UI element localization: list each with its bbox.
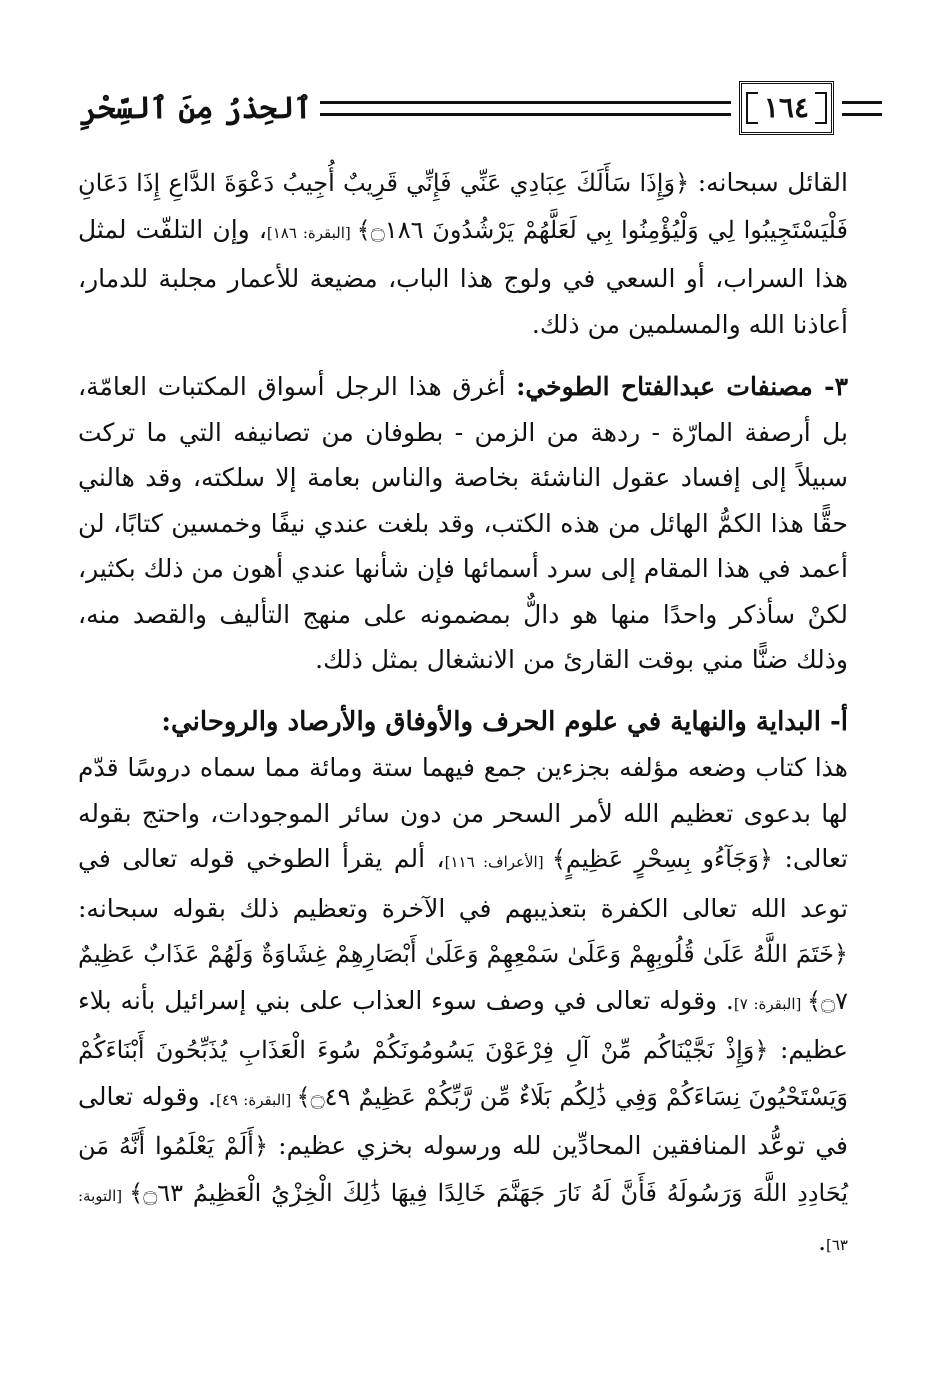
page-number-box xyxy=(739,81,834,135)
header-rule-left xyxy=(320,101,731,116)
text: . وقوله تعالى في وصف سوء العذاب على بني إسرائيل بأنه بلاء عظيم: xyxy=(78,985,848,1064)
header-rule-right xyxy=(842,101,882,116)
page-body xyxy=(78,160,848,1269)
page-number: ١٦٤ xyxy=(763,91,809,124)
verse-reference: [البقرة: ١٨٦] xyxy=(266,223,357,242)
quran-verse: ﴿خَتَمَ اللَّهُ عَلَىٰ قُلُوبِهِمْ وَعَلَىٰ سَمْعِهِمْ وَعَلَىٰ أَبْصَارِهِمْ غِشَاوَةٌ وَلَهُمْ عَذَابٌ عَظِيمٌ ۝٧﴾ xyxy=(78,940,848,1015)
text: أغرق هذا الرجل أسواق المكتبات العامّة، بل أرصفة المارّة - ردهة من الزمن - بطوفان من تصانيفه التي ما تركت سبيلاً إلى إفساد عقول الناشئة بخاصة والناس بعامة إلا سلكته، وقد هالني حقًّا هذا الكمُّ الهائل من هذه الكتب، وقد بلغت عندي نيفًا وخمسين كتابًا، لن أعمد في هذا المقام إلى سرد أسمائها فإن شأنها عندي أهون من ذلك بكثير، لكنْ سأذكر واحدًا منها هو دالٌّ بمضمونه على منهج التأليف والقصد منه، وذلك ضنًّا مني بوقت القارئ من الانشغال بمثل ذلك. xyxy=(78,372,848,674)
text: . وقوله تعالى في توعُّد المنافقين المحادِّين لله ورسوله بخزي عظيم: xyxy=(78,1081,848,1160)
running-title: ٱلحِذرُ مِنَ ٱلسِّحْرِ xyxy=(80,90,312,126)
text: هذا كتاب وضعه مؤلفه بجزءين جمع فيهما ستة ومائة مما سماه دروسًا قدّم لها بدعوى تعظيم الله لأمر السحر من دون سائر الموجودات، واحتج بقوله تعالى: xyxy=(78,753,849,873)
paragraph-1 xyxy=(78,160,848,347)
verse-reference: [البقرة: ٧] xyxy=(733,994,807,1013)
section-lead: ٣- مصنفات عبدالفتاح الطوخي: xyxy=(516,372,848,401)
paragraph-3 xyxy=(78,745,848,1269)
subsection-heading: أ- البداية والنهاية في علوم الحرف والأوفاق والأرصاد والروحاني: xyxy=(161,706,848,737)
text: ، وإن التلفّت لمثل هذا السراب، أو السعي في ولوج هذا الباب، مضيعة للأعمار مجلبة للدمار، أعاذنا الله والمسلمين من ذلك. xyxy=(78,214,848,339)
paragraph-2 xyxy=(78,364,848,683)
quran-verse: ﴿وَإِذَا سَأَلَكَ عِبَادِي عَنِّي فَإِنِّي قَرِيبٌ أُجِيبُ دَعْوَةَ الدَّاعِ إِذَا دَعَانِ فَلْيَسْتَجِيبُوا لِي وَلْيُؤْمِنُوا بِي لَعَلَّهُمْ يَرْشُدُونَ ۝١٨٦﴾ xyxy=(78,169,848,244)
text: ، ألم يقرأ الطوخي قوله تعالى في توعد الله تعالى الكفرة بتعذيبهم في الآخرة وتعظيم ذلك بقوله سبحانه: xyxy=(78,844,848,923)
verse-reference: [الأعراف: ١١٦] xyxy=(444,853,552,871)
quran-verse: ﴿وَجَآءُو بِسِحْرٍ عَظِيمٍ﴾ xyxy=(551,845,773,873)
text: . xyxy=(818,1227,827,1256)
verse-reference: [البقرة: ٤٩] xyxy=(215,1090,297,1109)
text: القائل سبحانه: xyxy=(689,168,848,197)
verse-reference: [التوبة: ٦٣] xyxy=(78,1186,848,1254)
quran-verse: ﴿وَإِذْ نَجَّيْنَاكُم مِّنْ آلِ فِرْعَوْنَ يَسُومُونَكُمْ سُوءَ الْعَذَابِ يُذَبِّحُونَ أَبْنَاءَكُمْ وَيَسْتَحْيُونَ نِسَاءَكُمْ وَفِي ذَٰلِكُم بَلَاءٌ مِّن رَّبِّكُمْ عَظِيمٌ ۝٤٩﴾ xyxy=(78,1036,848,1111)
page-header xyxy=(70,78,890,138)
quran-verse: ﴿أَلَمْ يَعْلَمُوا أَنَّهُ مَن يُحَادِدِ اللَّهَ وَرَسُولَهُ فَأَنَّ لَهُ نَارَ جَهَنَّمَ خَالِدًا فِيهَا ذَٰلِكَ الْخِزْيُ الْعَظِيمُ ۝٦٣﴾ xyxy=(78,1132,848,1207)
